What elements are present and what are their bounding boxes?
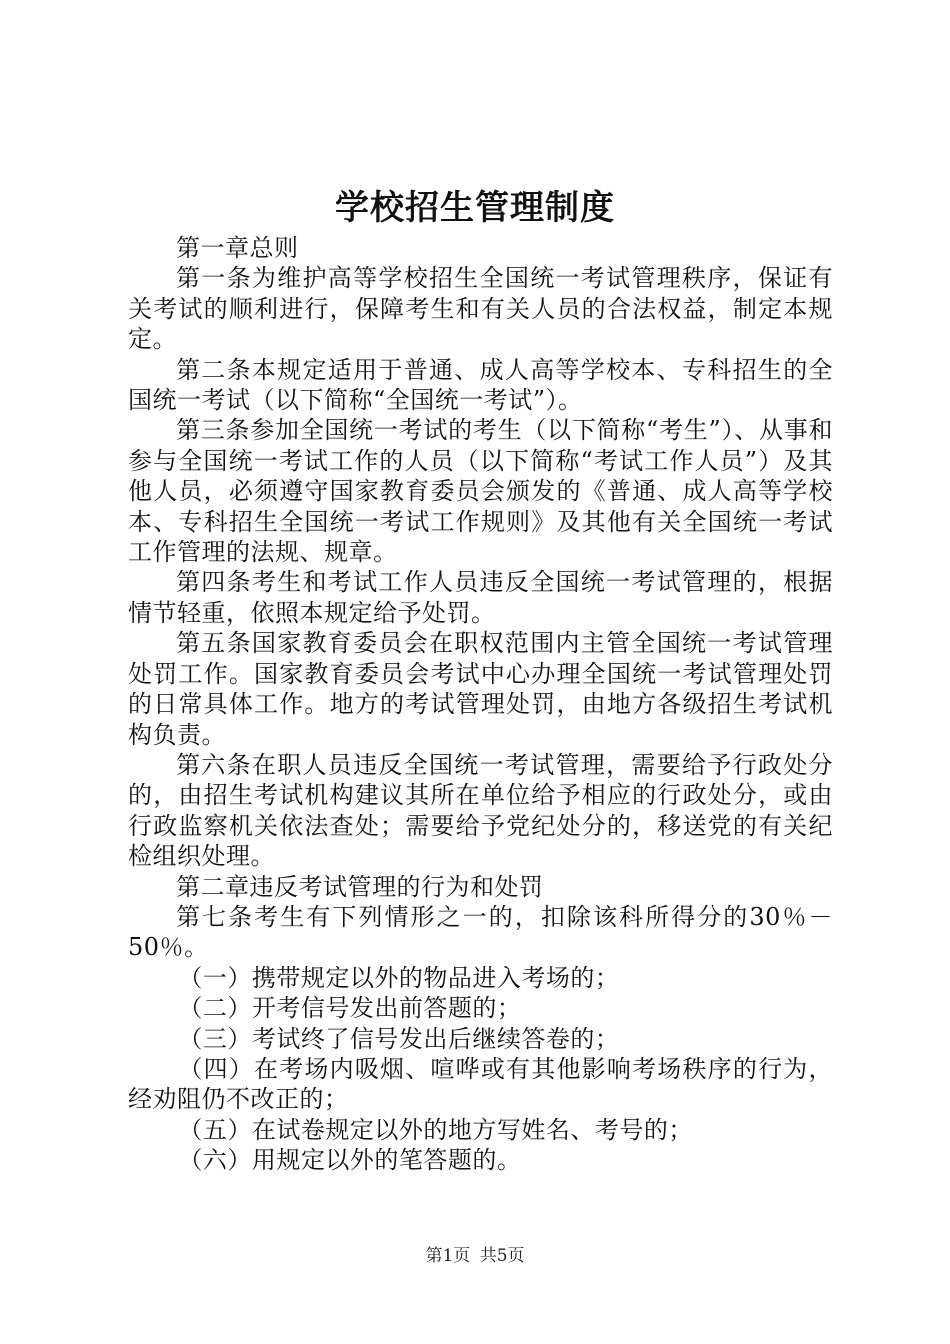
article-paragraph: 第五条国家教育委员会在职权范围内主管全国统一考试管理处罚工作。国家教育委员会考试中心办理全国统一考试管理处罚的日常具体工作。地方的考试管理处罚，由地方各级招生考试机构负责。 [128, 629, 833, 749]
document-body [128, 233, 833, 1176]
list-item: （四）在考场内吸烟、喧哗或有其他影响考场秩序的行为，经劝阻仍不改正的； [128, 1054, 833, 1114]
list-item: （六）用规定以外的笔答题的。 [178, 1146, 522, 1175]
page-total: 共5页 [479, 1246, 525, 1266]
list-item: （五）在试卷规定以外的地方写姓名、考号的； [178, 1115, 693, 1144]
list-item: （三）考试终了信号发出后继续答卷的； [178, 1024, 620, 1053]
article-paragraph: 第二条本规定适用于普通、成人高等学校本、专科招生的全国统一考试（以下简称“全国统一考试”）。 [128, 355, 833, 415]
article-paragraph: 第四条考生和考试工作人员违反全国统一考试管理的，根据情节轻重，依照本规定给予处罚。 [128, 568, 833, 627]
list-item: （一）携带规定以外的物品进入考场的； [178, 963, 620, 992]
article-paragraph: 第六条在职人员违反全国统一考试管理，需要给予行政处分的，由招生考试机构建议其所在单位给予相应的行政处分，或由行政监察机关依法查处；需要给予党纪处分的，移送党的有关纪检组织处理。 [128, 750, 833, 871]
list-item: （二）开考信号发出前答题的； [178, 994, 522, 1023]
document-title: 学校招生管理制度 [335, 188, 615, 228]
page-number: 第1页 [425, 1246, 471, 1266]
article-paragraph: 第七条考生有下列情形之一的，扣除该科所得分的30％－50％。 [128, 902, 833, 962]
article-paragraph: 第三条参加全国统一考试的考生（以下简称“考生”）、从事和参与全国统一考试工作的人员（以下简称“考试工作人员”）及其他人员，必须遵守国家教育委员会颁发的《普通、成人高等学校本、专科招生全国统一考试工作规则》及其他有关全国统一考试工作管理的法规、规章。 [128, 416, 833, 567]
page-footer [0, 1244, 950, 1268]
chapter-heading: 第一章总则 [176, 234, 299, 262]
chapter-heading: 第二章违反考试管理的行为和处罚 [176, 872, 544, 901]
article-paragraph: 第一条为维护高等学校招生全国统一考试管理秩序，保证有关考试的顺利进行，保障考生和有关人员的合法权益，制定本规定。 [128, 264, 833, 354]
